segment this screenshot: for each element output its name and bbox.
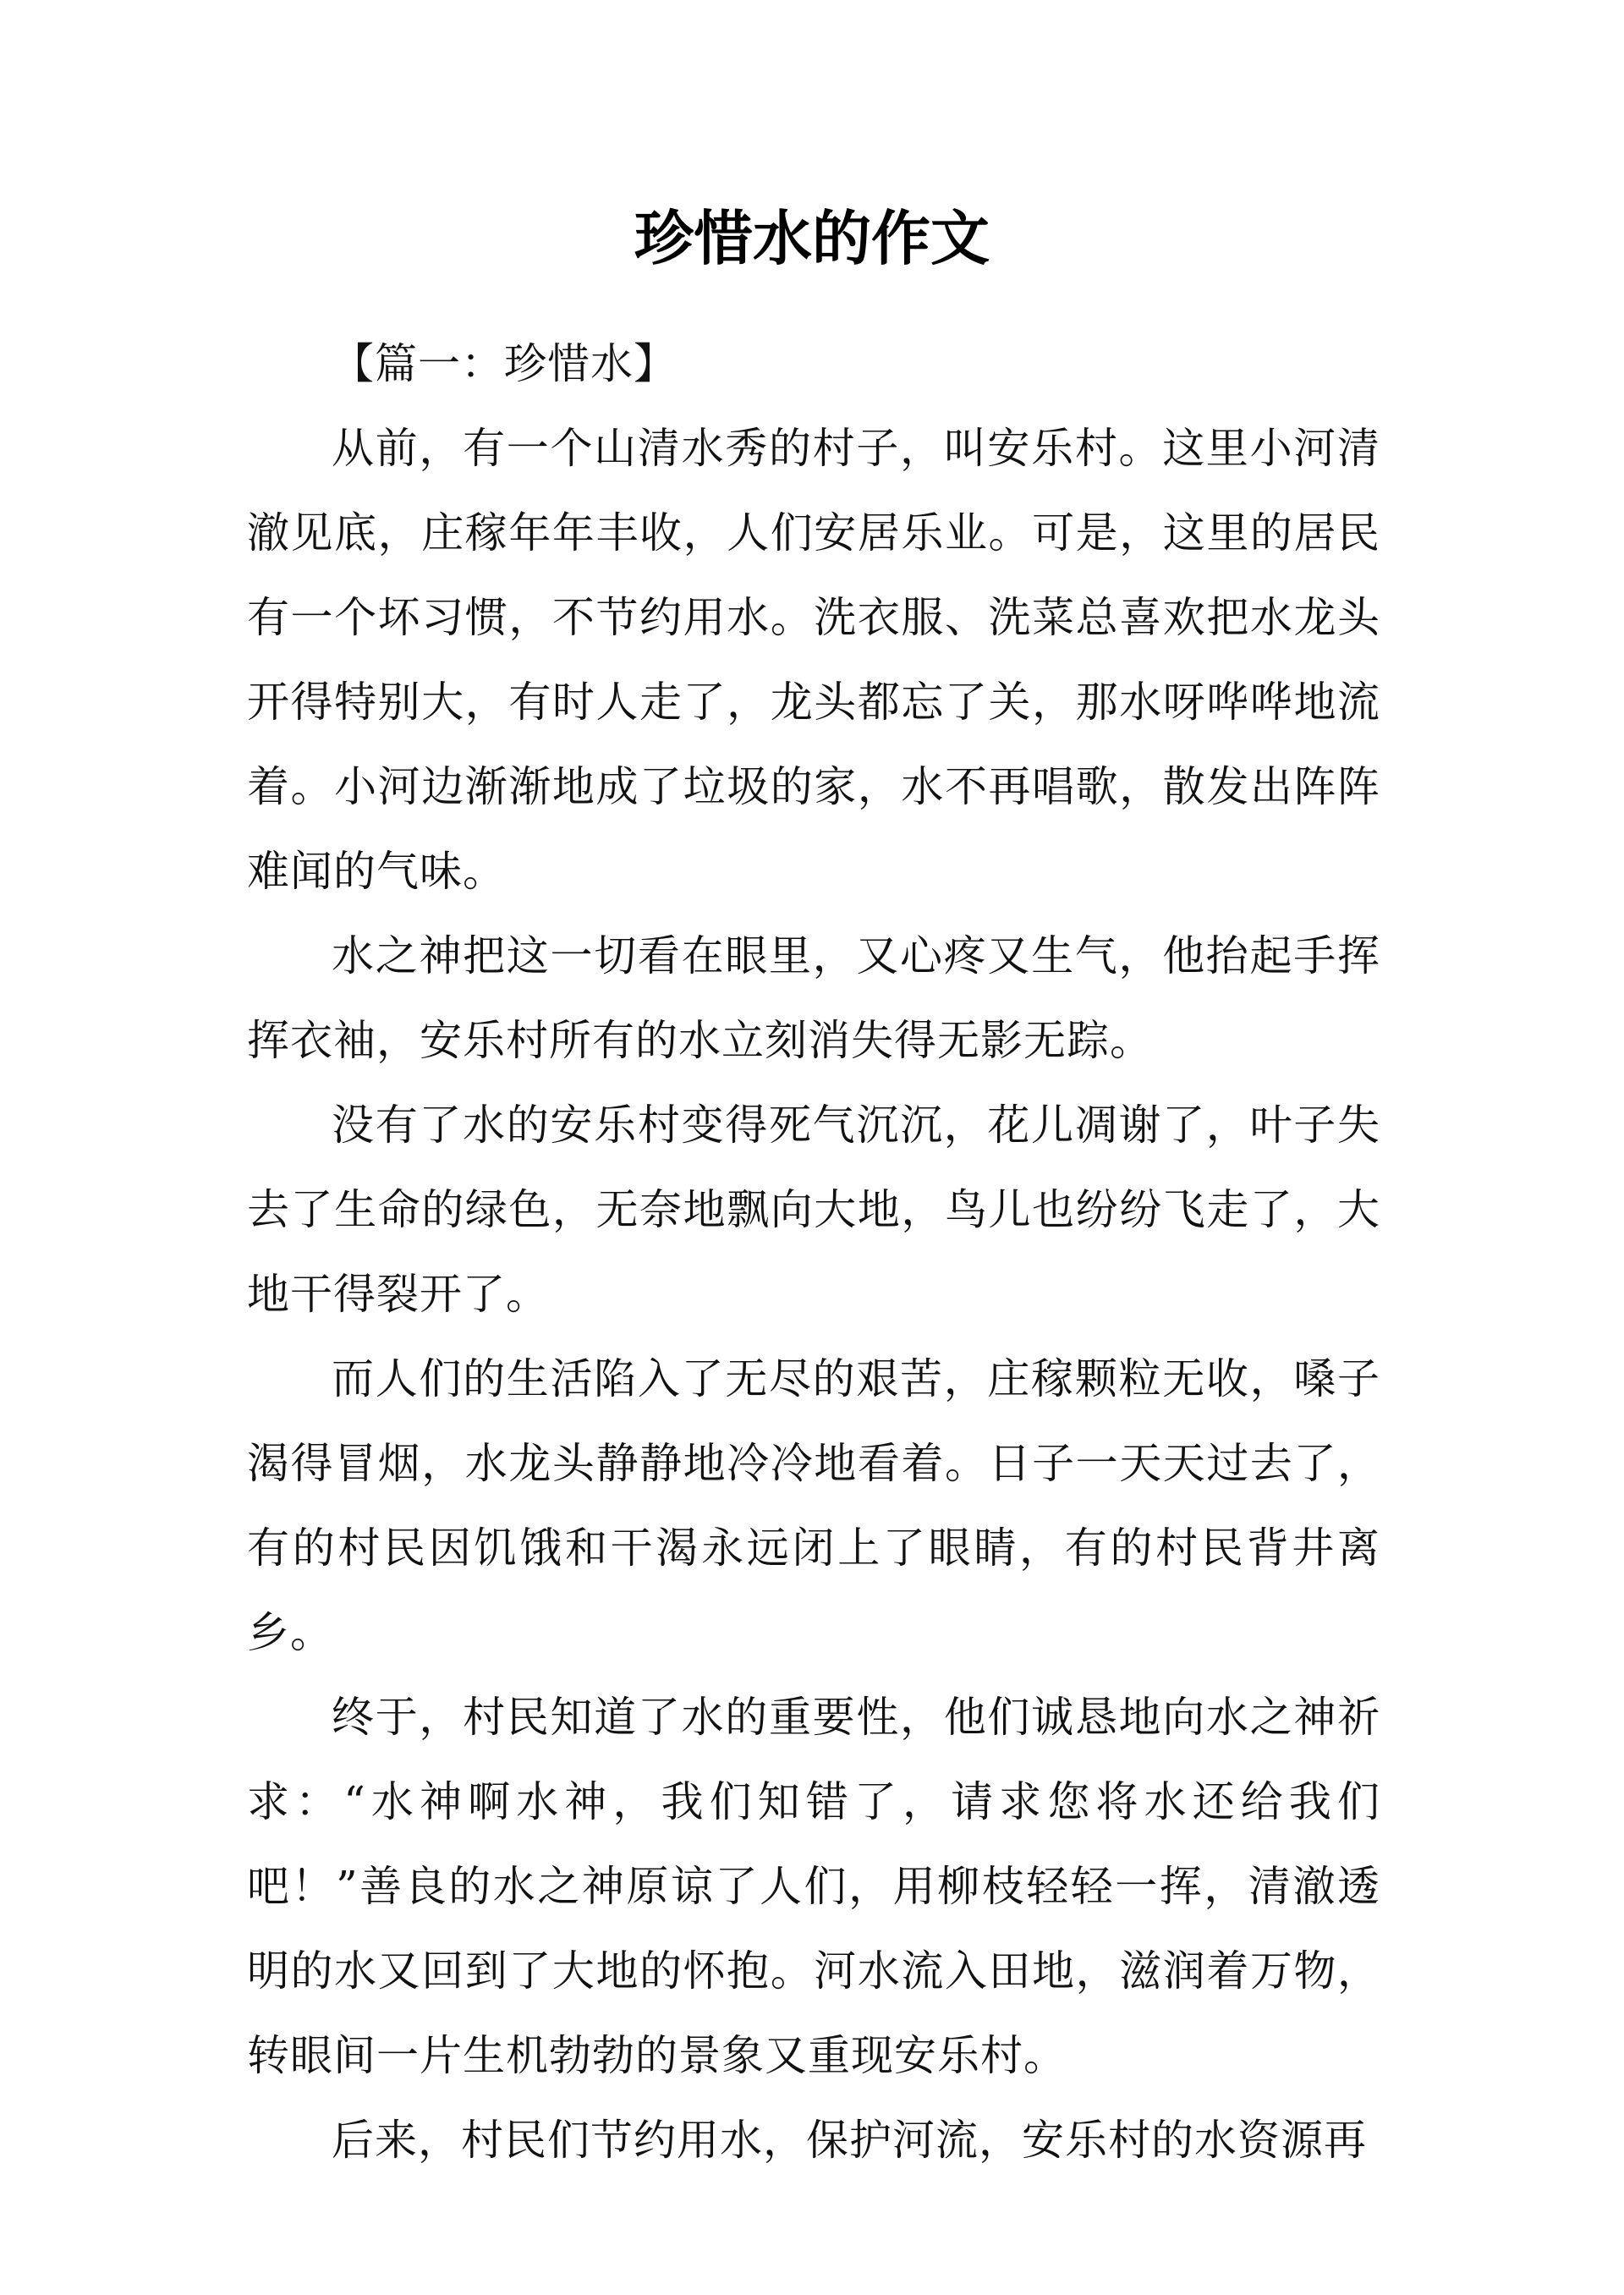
paragraph: 而人们的生活陷入了无尽的艰苦，庄稼颗粒无收，嗓子渴得冒烟，水龙头静静地冷冷地看着。日子一天天过去了，有的村民因饥饿和干渴永远闭上了眼睛，有的村民背井离乡。 [247, 1354, 1380, 1657]
paragraph: 后来，村民们节约用水，保护河流，安乐村的水资源再 [332, 2116, 1367, 2165]
paragraph: 水之神把这一切看在眼里，又心疼又生气，他抬起手挥挥衣袖，安乐村所有的水立刻消失得无影无踪。 [247, 931, 1380, 1065]
section-heading: 【篇一：珍惜水】 [332, 339, 677, 388]
document-body [247, 321, 1380, 2182]
paragraph: 终于，村民知道了水的重要性，他们诚恳地向水之神祈求：“水神啊水神，我们知错了，请求您将水还给我们吧！”善良的水之神原谅了人们，用柳枝轻轻一挥，清澈透明的水又回到了大地的怀抱。河水流入田地，滋润着万物，转眼间一片生机勃勃的景象又重现安乐村。 [247, 1693, 1380, 2080]
paragraph: 从前，有一个山清水秀的村子，叫安乐村。这里小河清澈见底，庄稼年年丰收，人们安居乐业。可是，这里的居民有一个坏习惯，不节约用水。洗衣服、洗菜总喜欢把水龙头开得特别大，有时人走了，龙头都忘了关，那水呀哗哗地流着。小河边渐渐地成了垃圾的家，水不再唱歌，散发出阵阵难闻的气味。 [247, 424, 1380, 896]
paragraph: 没有了水的安乐村变得死气沉沉，花儿凋谢了，叶子失去了生命的绿色，无奈地飘向大地，鸟儿也纷纷飞走了，大地干得裂开了。 [247, 1101, 1380, 1319]
document-title: 珍惜水的作文 [634, 204, 990, 273]
